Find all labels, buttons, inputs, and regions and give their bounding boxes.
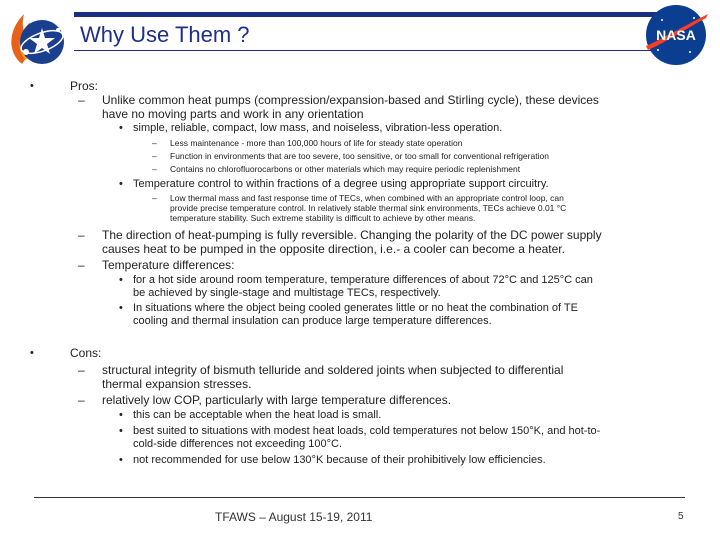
pros-point-3a-cont: be achieved by single-stage and multistage TECs, respectively. [133,287,441,299]
footer-text: TFAWS – August 15-19, 2011 [215,510,373,524]
bullet-icon: • [119,274,123,286]
slide-title: Why Use Them ? [80,22,250,47]
header-bar [74,12,694,17]
footer-rule [34,497,685,498]
cons-point-2b: best suited to situations with modest heat loads, cold temperatures not below 150°K, and hot-to- [133,425,601,437]
bullet-icon: • [119,178,123,190]
dash-icon: – [78,258,85,272]
cons-point-2c: not recommended for use below 130°K because of their prohibitively low efficiencies. [133,454,546,466]
bullet-icon: • [30,347,34,359]
dash-icon: – [152,193,157,203]
pros-point-3: Temperature differences: [102,258,235,272]
pros-sub-item: Less maintenance - more than 100,000 hours of life for steady state operation [170,138,463,148]
dash-icon: – [152,151,157,161]
cons-label: Cons: [70,346,102,360]
mission-logo-icon [2,2,74,72]
pros-sub-item: temperature stability. Such extreme stability is difficult to achieve by other means. [170,213,476,223]
pros-label: Pros: [70,79,99,93]
pros-point-3b-cont: cooling and thermal insulation can produce large temperature differences. [133,315,492,327]
dash-icon: – [78,363,85,377]
pros-point-2-cont: causes heat to be pumped in the opposite direction, i.e.- a cooler can become a heater. [102,242,565,256]
header-rule [74,50,694,51]
pros-point-1a: simple, reliable, compact, low mass, and noiseless, vibration-less operation. [133,122,503,134]
dash-icon: – [78,228,85,242]
pros-sub-item: provide precise temperature control. In relatively stable thermal sink environments, TECs achieve 0.01 °C [170,203,567,213]
bullet-icon: • [119,302,123,314]
pros-sub-item: Contains no chlorofluorocarbons or other materials which may require periodic replenishment [170,164,521,174]
pros-point-2: The direction of heat-pumping is fully reversible. Changing the polarity of the DC power supply [102,228,602,242]
dash-icon: – [78,93,85,107]
nasa-logo-text: NASA [656,27,696,43]
pros-sub-item: Function in environments that are too severe, too sensitive, or too small for conventional refrigeration [170,151,549,161]
pros-point-1b: Temperature control to within fractions of a degree using appropriate support circuitry. [133,178,549,190]
bullet-icon: • [119,425,123,437]
bullet-icon: • [30,80,34,92]
cons-point-2: relatively low COP, particularly with large temperature differences. [102,393,452,407]
nasa-logo-icon [640,2,712,68]
cons-point-2b-cont: cold-side differences not exceeding 100°C. [133,438,343,450]
pros-point-3a: for a hot side around room temperature, temperature differences of about 72°C and 125°C can [133,274,593,286]
dash-icon: – [152,138,157,148]
pros-point-3b: In situations where the object being cooled generates little or no heat the combination of TE [133,302,578,314]
pros-point-1: Unlike common heat pumps (compression/expansion-based and Stirling cycle), these devices [102,93,599,107]
page-number: 5 [678,511,684,522]
dash-icon: – [152,164,157,174]
pros-point-1-cont: have no moving parts and work in any orientation [102,107,364,121]
cons-point-2a: this can be acceptable when the heat load is small. [133,409,382,421]
cons-point-1-cont: thermal expansion stresses. [102,377,252,391]
dash-icon: – [78,393,85,407]
bullet-icon: • [119,454,123,466]
bullet-icon: • [119,122,123,134]
cons-point-1: structural integrity of bismuth telluride and soldered joints when subjected to differential [102,363,564,377]
pros-sub-item: Low thermal mass and fast response time of TECs, when combined with an appropriate control loop, can [170,193,564,203]
bullet-icon: • [119,409,123,421]
